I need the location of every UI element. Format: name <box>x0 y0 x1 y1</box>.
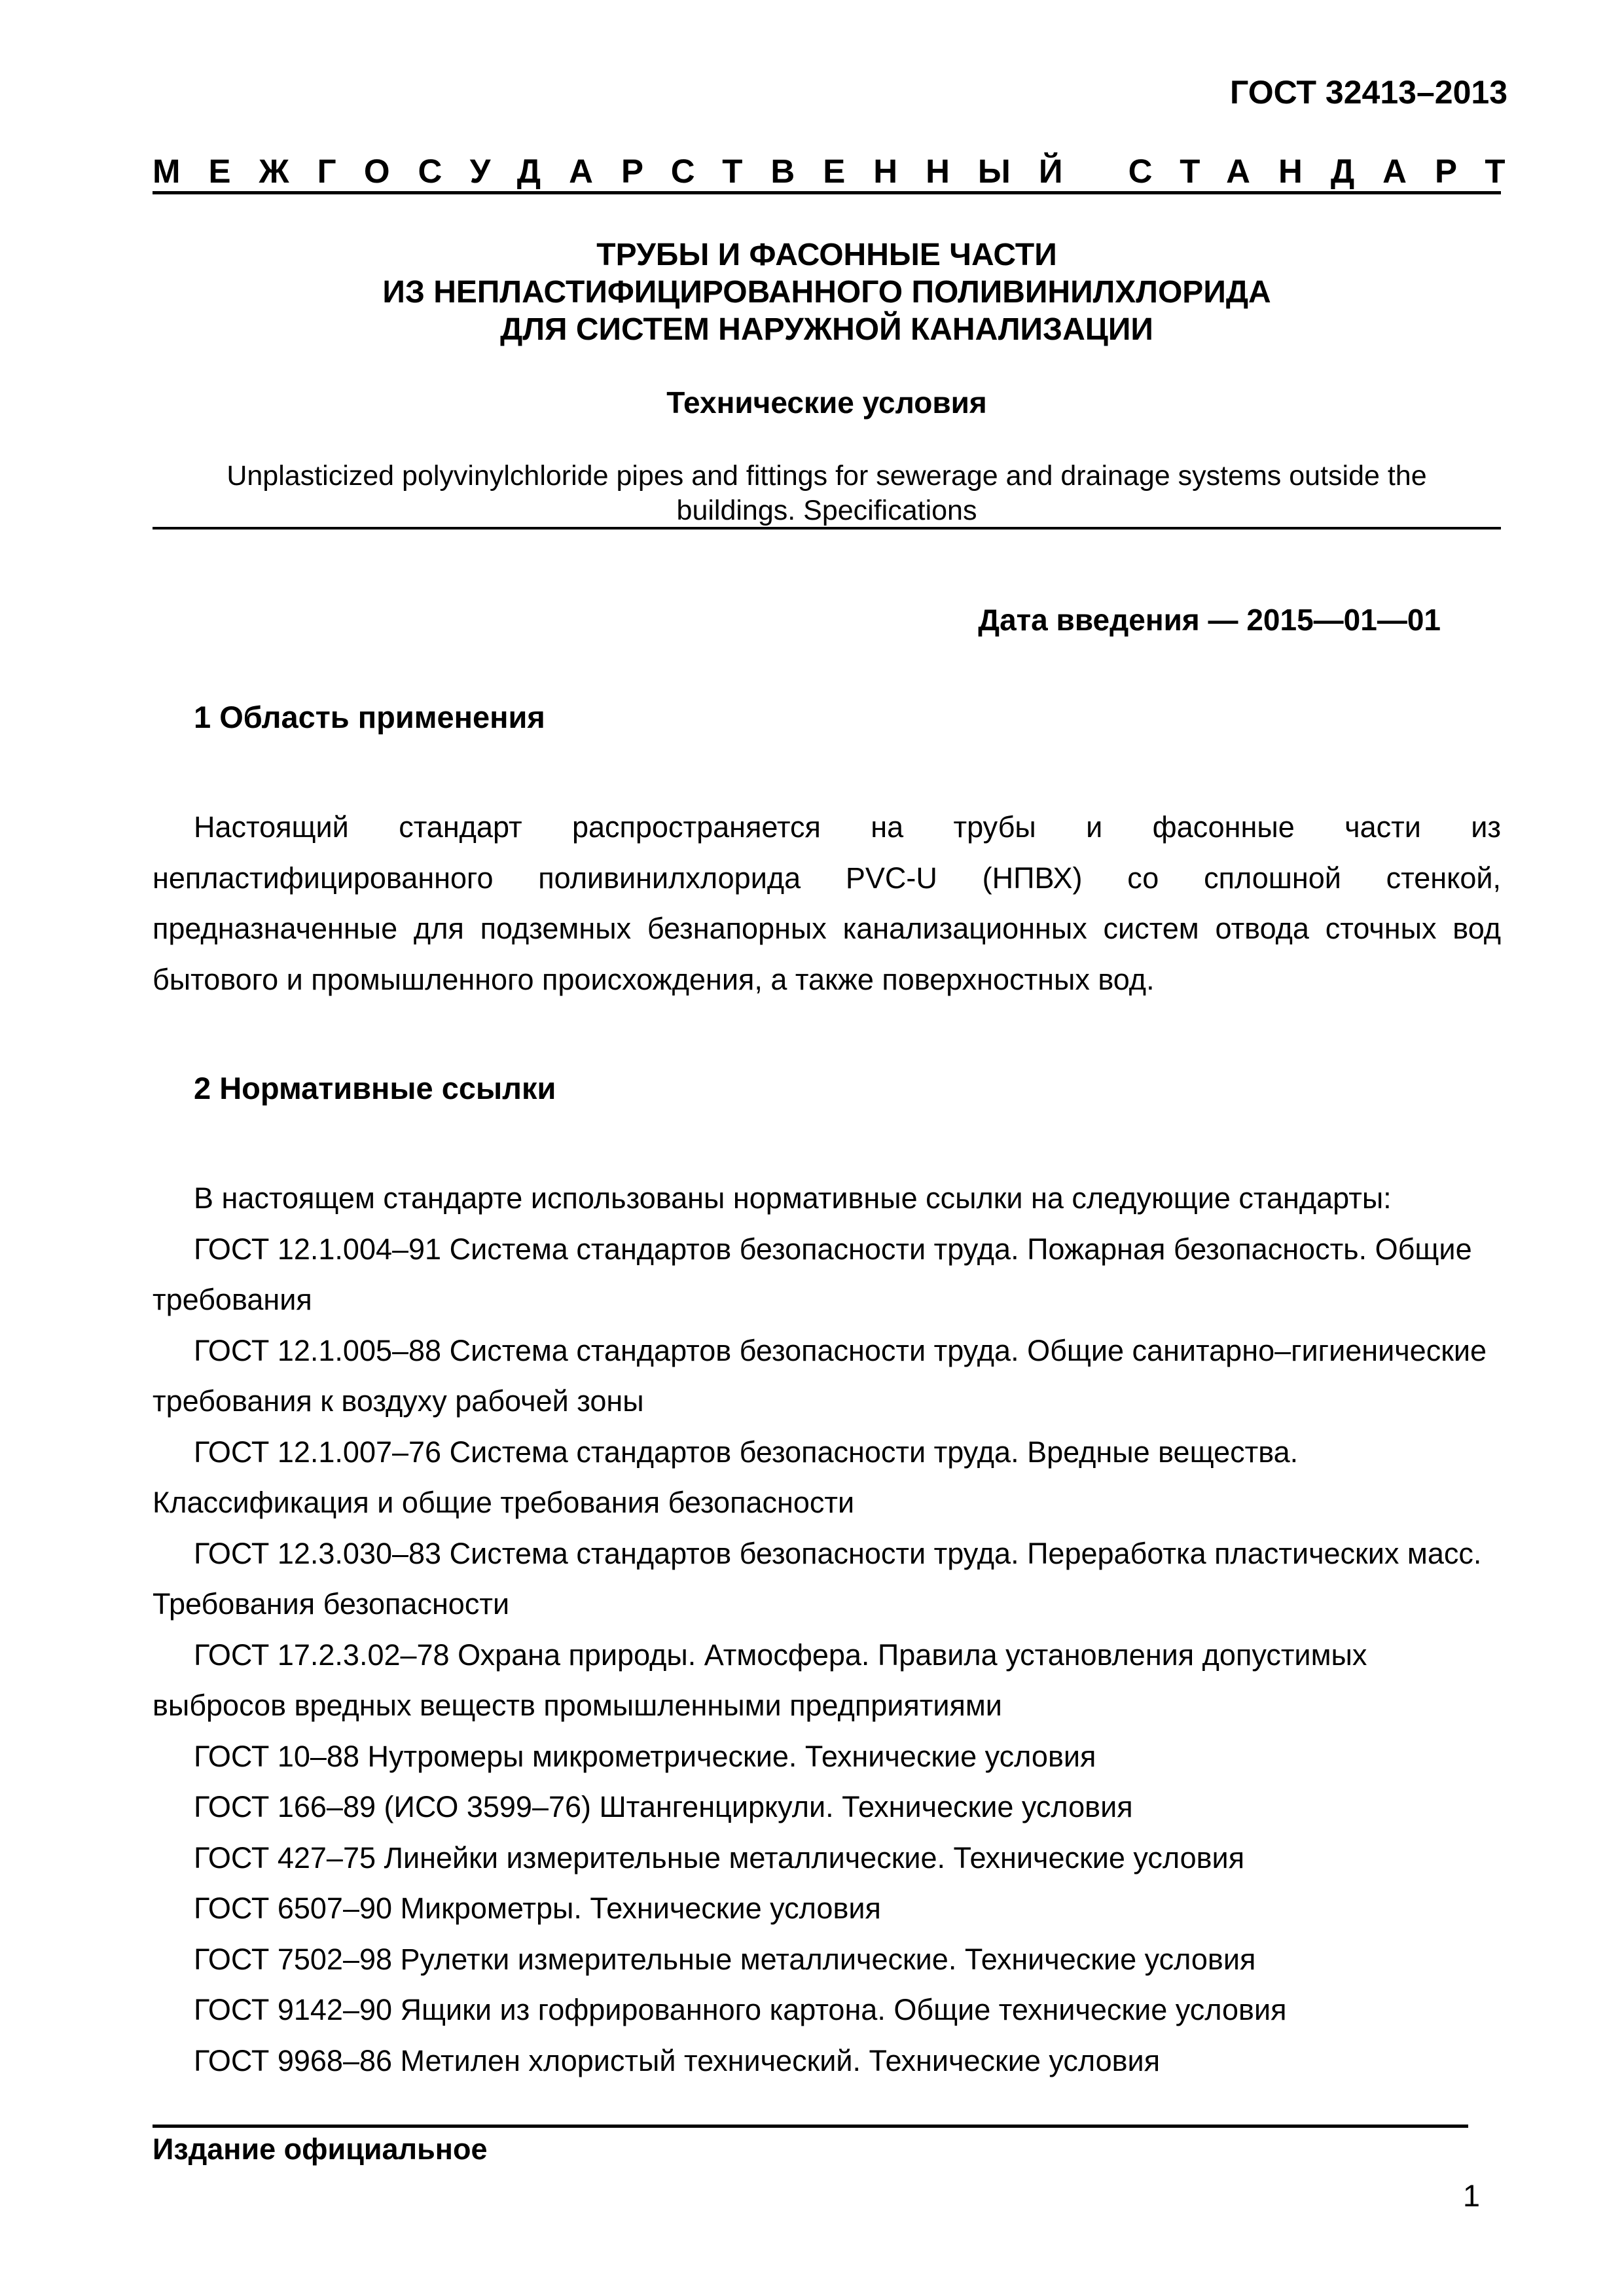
introduction-date: Дата введения — 2015—01—01 <box>978 603 1441 637</box>
reference-item: ГОСТ 7502–98 Рулетки измерительные металлические. Технические условия <box>194 1942 1256 1976</box>
english-title-line-2: buildings. Specifications <box>676 495 977 526</box>
header-divider <box>153 191 1501 194</box>
reference-item: ГОСТ 12.1.005–88 Система стандартов безопасности труда. Общие санитарно–гигиенические требования к воздуху рабочей зоны <box>153 1333 1487 1418</box>
document-title-line-1: ТРУБЫ И ФАСОННЫЕ ЧАСТИ <box>596 238 1057 272</box>
references-list <box>153 1173 1501 2086</box>
reference-item: ГОСТ 12.1.007–76 Система стандартов безопасности труда. Вредные вещества. Классификация и общие требования безопасности <box>153 1435 1299 1519</box>
section-2-heading: 2 Нормативные ссылки <box>194 1071 556 1105</box>
english-title-line-1: Unplasticized polyvinylchloride pipes and fittings for sewerage and drainage systems outside the <box>226 460 1427 492</box>
document-code: ГОСТ 32413–2013 <box>1230 74 1507 111</box>
reference-item: ГОСТ 166–89 (ИСО 3599–76) Штангенциркули. Технические условия <box>194 1790 1133 1823</box>
official-edition-label: Издание официальное <box>153 2132 488 2166</box>
footer-divider <box>153 2125 1468 2128</box>
interstate-standard-label: МЕЖГОСУДАРСТВЕННЫЙ СТАНДАРТ <box>153 152 1534 190</box>
reference-item: ГОСТ 9968–86 Метилен хлористый технический. Технические условия <box>194 2043 1161 2077</box>
reference-item: ГОСТ 6507–90 Микрометры. Технические условия <box>194 1892 881 1925</box>
title-divider <box>153 527 1501 529</box>
reference-item: ГОСТ 17.2.3.02–78 Охрана природы. Атмосфера. Правила установления допустимых выбросов вредных веществ промышленными предприятиями <box>153 1638 1367 1722</box>
page-number: 1 <box>1462 2178 1480 2213</box>
document-title-line-3: ДЛЯ СИСТЕМ НАРУЖНОЙ КАНАЛИЗАЦИИ <box>500 312 1153 347</box>
section-1-paragraph: Настоящий стандарт распространяется на трубы и фасонные части из непластифицированного поливинилхлорида PVC-U (НПВХ) со сплошной стенкой, предназначенные для подземных безнапорных канализационных систем отвода сточных вод бытового и промышленного происхождения, а также поверхностных вод. <box>153 810 1501 996</box>
reference-item: ГОСТ 12.3.030–83 Система стандартов безопасности труда. Переработка пластических масс. Требования безопасности <box>153 1536 1482 1621</box>
references-intro: В настоящем стандарте использованы нормативные ссылки на следующие стандарты: <box>194 1181 1392 1215</box>
document-subtitle: Технические условия <box>666 386 987 420</box>
reference-item: ГОСТ 12.1.004–91 Система стандартов безопасности труда. Пожарная безопасность. Общие требования <box>153 1232 1472 1316</box>
section-1-heading: 1 Область применения <box>194 700 545 734</box>
reference-item: ГОСТ 10–88 Нутромеры микрометрические. Технические условия <box>194 1739 1096 1773</box>
document-title-line-2: ИЗ НЕПЛАСТИФИЦИРОВАННОГО ПОЛИВИНИЛХЛОРИДА <box>382 275 1271 310</box>
reference-item: ГОСТ 9142–90 Ящики из гофрированного картона. Общие технические условия <box>194 1993 1287 2026</box>
reference-item: ГОСТ 427–75 Линейки измерительные металлические. Технические условия <box>194 1840 1245 1874</box>
